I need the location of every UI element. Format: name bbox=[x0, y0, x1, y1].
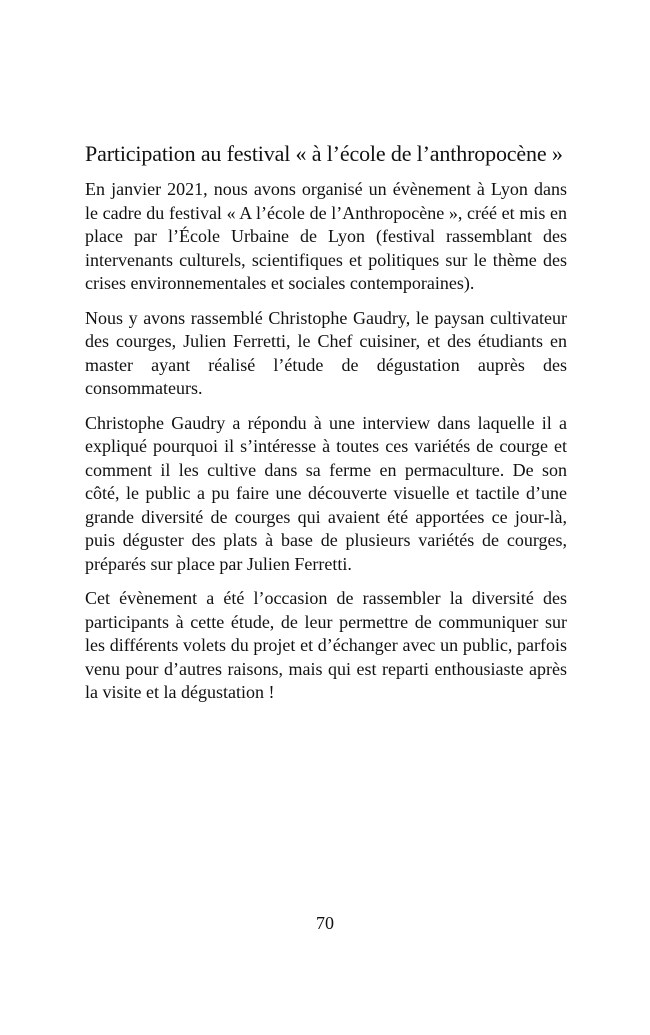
section-heading: Participation au festival « à l’école de l’anthropocène » bbox=[85, 141, 563, 166]
paragraph-intro: En janvier 2021, nous avons organisé un évènement à Lyon dans le cadre du festival « A l’école de l’Anthropocène », créé et mis en place par l’École Urbaine de Lyon (festival rassemblant des intervenants culturels, scientifiques et politiques sur le thème des crises environnementales et sociales contemporaines). bbox=[85, 179, 567, 293]
page-number: 70 bbox=[316, 913, 334, 933]
paragraph-conclusion: Cet évènement a été l’occasion de rassembler la diversité des participants à cette étude, de leur permettre de communiquer sur les différents volets du projet et d’échanger avec un public, parfois venu pour d’autres raisons, mais qui est reparti enthousiaste après la visite et la dégustation ! bbox=[85, 588, 567, 702]
paragraph-interview: Christophe Gaudry a répondu à une interview dans laquelle il a expliqué pourquoi il s’intéresse à toutes ces variétés de courge et comment il les cultive dans sa ferme en permaculture. De son côté, le public a pu faire une découverte visuelle et tactile d’une grande diversité de courges qui avaient été apportées ce jour-là, puis déguster des plats à base de plusieurs variétés de courges, préparés sur place par Julien Ferretti. bbox=[85, 412, 567, 574]
page-body bbox=[85, 140, 567, 716]
paragraph-participants: Nous y avons rassemblé Christophe Gaudry, le paysan cultivateur des courges, Julien Ferretti, le Chef cuisiner, et des étudiants en master ayant réalisé l’étude de dégustation auprès des consommateurs. bbox=[85, 307, 567, 398]
